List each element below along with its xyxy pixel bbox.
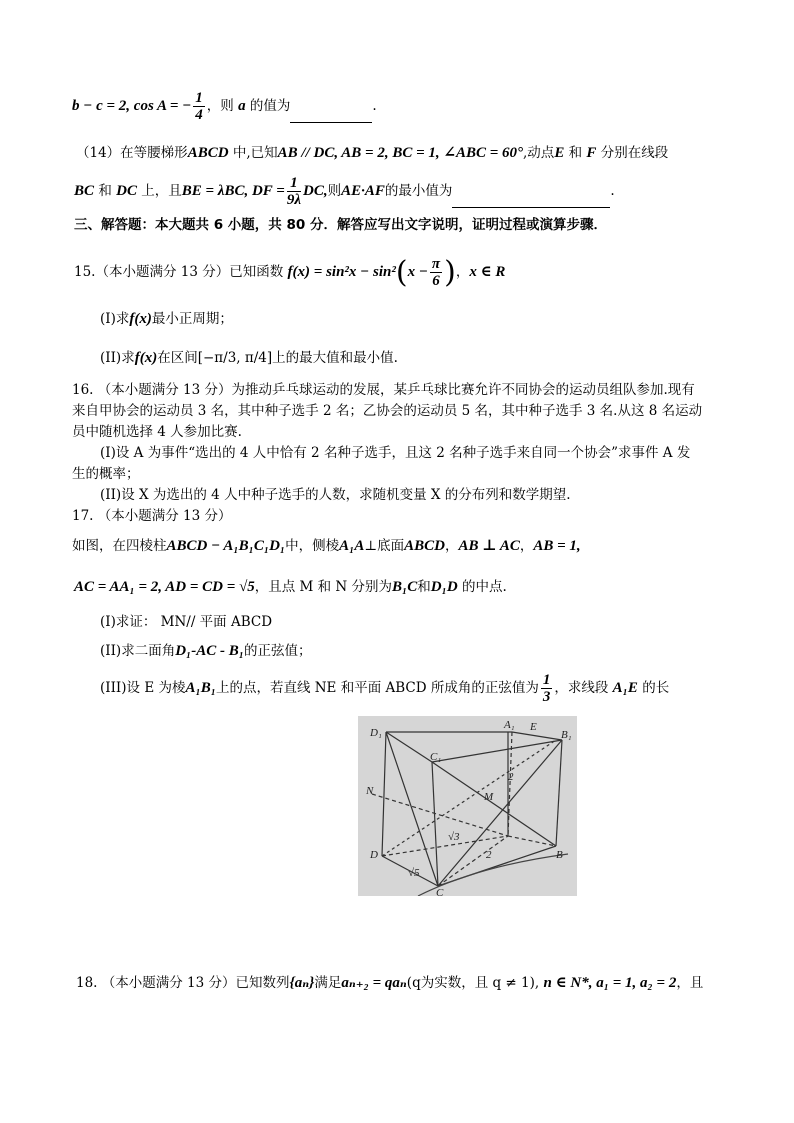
q15-fraction: $\frac{\pi}{6}$ — [431, 256, 441, 289]
sketch-mark-2b: 2 — [486, 849, 492, 861]
q15-part1: (I)求f(x)最小正周期； — [100, 311, 233, 327]
prism-diagram — [358, 716, 577, 896]
q14-line2: BC 和 DC 上，且BE = λBC, DF = $\frac{1}{9\lambda}$ DC,则AE·AF的最小值为 . — [74, 175, 615, 208]
label-c: C — [436, 887, 444, 896]
q17-part1: (I)求证： MN// 平面 ABCD — [100, 614, 273, 630]
q17-line2: AC = AA₁ = 2, AD = CD = √5，且点 M 和 N 分别为B₁C和D₁D 的中点. — [74, 579, 507, 595]
label-b: B — [556, 849, 563, 861]
q13-condition: b − c = 2, cos A = − — [72, 98, 192, 114]
q16-part1: (I)设 A 为事件“选出的 4 人中恰有 2 名种子选手，且这 2 名种子选手来自同一个协会”求事件 A 发 — [100, 445, 691, 461]
label-c1: C₁ — [430, 751, 442, 763]
q17-part2: (II)求二面角D₁-AC - B₁的正弦值； — [100, 643, 312, 659]
q15-part2: (II)求f(x)在区间[−π/3, π/4]上的最大值和最小值. — [100, 350, 398, 366]
label-n: N — [366, 785, 374, 797]
q17-part3: (III)设 E 为棱A₁B₁上的点，若直线 NE 和平面 ABCD 所成角的正弦值为 $\frac{1}{3}$ ，求线段 A₁E 的长 — [100, 672, 670, 705]
q16-part1-cont: 生的概率； — [72, 466, 140, 482]
q14-fraction: $\frac{1}{9\lambda}$ — [286, 175, 302, 208]
sketch-mark-2: 2 — [508, 771, 514, 783]
sketch-mark-root3: √3 — [448, 831, 460, 843]
q13-answer-blank[interactable] — [290, 108, 372, 123]
label-d1: D₁ — [370, 727, 382, 739]
q16-part2: (II)设 X 为选出的 4 人中种子选手的人数，求随机变量 X 的分布列和数学期望. — [100, 487, 571, 503]
q16-line3: 员中随机选择 4 人参加比赛. — [72, 424, 242, 440]
q16-line2: 来自甲协会的运动员 3 名，其中种子选手 2 名；乙协会的运动员 5 名，其中种子选手 3 名.从这 8 名运动 — [72, 403, 703, 419]
q17-line1: 如图，在四棱柱ABCD − A₁B₁C₁D₁中，侧棱A₁A⊥底面ABCD，AB ⊥ AC，AB = 1, — [72, 538, 581, 554]
sketch-mark-root5: √5 — [408, 867, 420, 879]
label-a1: A₁ — [504, 719, 515, 731]
q15-line: 15.（本小题满分 13 分）已知函数 f(x) = sin²x − sin²(x − $\frac{\pi}{6}$ )，x ∈ R — [74, 255, 506, 290]
prism-figure — [358, 716, 577, 896]
label-m: M — [484, 791, 494, 803]
q13-fraction: $\frac{1}{4}$ — [195, 90, 203, 123]
q14-line1: （14）在等腰梯形ABCD 中,已知AB // DC, AB = 2, BC = 1, ∠ABC = 60°,动点E 和 F 分别在线段 — [76, 145, 669, 161]
q17-fraction: $\frac{1}{3}$ — [542, 672, 551, 705]
q17-heading: 17. （本小题满分 13 分） — [72, 508, 232, 524]
q13-line: b − c = 2, cos A = − $\frac{1}{4}$ ，则 a 的值为 . — [72, 90, 377, 123]
label-d: D — [370, 849, 378, 861]
q18-line: 18. （本小题满分 13 分）已知数列{aₙ}满足aₙ₊₂ = qaₙ(q为实数，且 q ≠ 1), n ∈ N*, a₁ = 1, a₂ = 2，且 — [76, 975, 704, 991]
label-e: E — [530, 721, 537, 733]
q14-answer-blank[interactable] — [452, 193, 610, 208]
q16-line1: 16. （本小题满分 13 分）为推动乒乓球运动的发展，某乒乓球比赛允许不同协会的运动员组队参加.现有 — [72, 382, 695, 398]
section-3-heading: 三、解答题：本大题共 6 小题，共 80 分．解答应写出文字说明，证明过程或演算步骤． — [74, 217, 607, 233]
label-b1: B₁ — [561, 729, 572, 741]
